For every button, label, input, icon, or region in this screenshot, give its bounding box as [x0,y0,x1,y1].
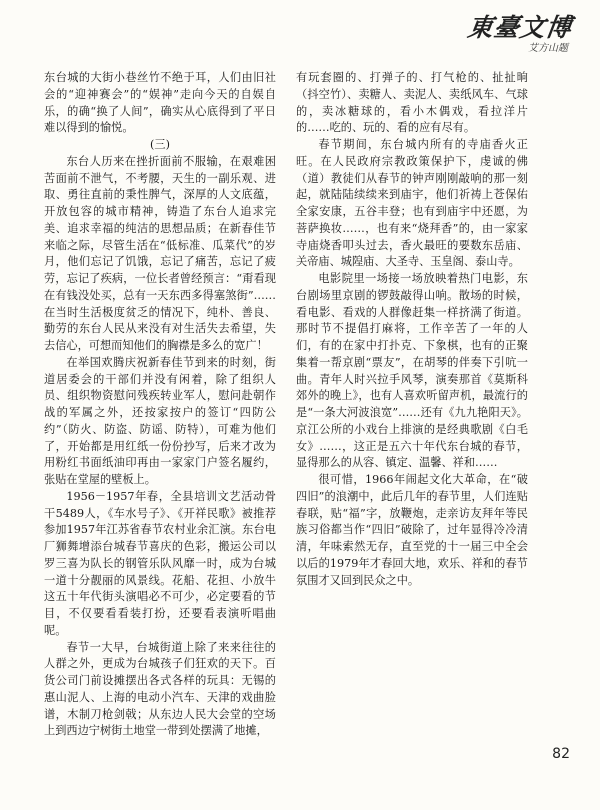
paragraph: 东台城的大街小巷丝竹不绝于耳，人们由旧社会的“迎神赛会”的“娱神”走向今天的自娱自乐，的确“换了人间”，确实从心底得到了平日难以得到的愉悦。 [44,71,276,135]
paragraph: 春节一大早，台城街道上除了来来往往的人群之外，更成为台城孩子们狂欢的天下。百货公司门前设摊摆出各式各样的玩具：无锡的惠山泥人、上海的电动小汽车、天津的戏曲脸谱，木制刀枪剑戟；从东边人民大会堂的空场上到西边宁树街土地堂一带到处摆满了地摊， [44,640,276,738]
left-text-column [44,70,276,740]
paragraph: 1956－1957年春，全县培训文艺活动骨干5489人，《车水号子》、《开祥民歌》被推荐参加1957年江苏省春节农村业余汇演。东台电厂狮舞增添台城春节喜庆的色彩，搬运公司以罗三喜为队长的钢管乐队风靡一时，成为台城一道十分靓丽的风景线。花船、花担、小放牛这五十年代街头演唱必不可少，必定要看的节目，不仅要看看装打扮，还要看表演听唱曲呢。 [44,489,276,637]
paragraph: 有玩套圈的、打弹子的、打气枪的、扯扯晌（抖空竹）、卖糖人、卖泥人、卖纸风车、气球的，卖冰糖球的，看小木偶戏，看拉洋片的……吃的、玩的、看的应有尽有。 [296,71,528,135]
paragraph: 很可惜，1966年闹起文化大革命，在“破四旧”的浪潮中，此后几年的春节里，人们连贴春联，贴“福”字，放鞭炮，走亲访友拜年等民族习俗都当作“四旧”破除了，过年显得冷冷清清，年味索然无存，直至党的十一届三中全会以后的1979年才春回大地，欢乐、祥和的春节氛围才又回到民众之中。 [296,473,528,587]
page-number: 82 [552,746,570,762]
masthead-logo [392,8,572,58]
paragraph: 电影院里一场接一场放映着热门电影，东台剧场里京剧的锣鼓敲得山响。散场的时候，看电影、看戏的人群像赶集一样挤满了街道。那时节不提倡打麻将，工作辛苦了一年的人们，有的在家中打扑克、下象棋，也有的正聚集着一帮京剧“票友”，在胡琴的伴奏下引吭一曲。青年人时兴拉手风琴，演奏那首《莫斯科郊外的晚上》，也有人喜欢听留声机，最流行的是“一条大河波浪宽”……还有《九九艳阳天》。京江公所的小戏台上排演的是经典歌剧《白毛女》……，这正是五六十年代东台城的春节，显得那么的从容、镇定、温馨、祥和…… [296,272,528,470]
paragraph: 东台人历来在挫折面前不服输，在艰难困苦面前不泄气，不考腰，天生的一副乐观、进取、勇往直前的秉性脾气，深厚的人文底蕴，开放包容的城市精神，铸造了东台人追求完美、追求幸福的纯洁的思想品质；在新春佳节来临之际，尽管生活在“低标准、瓜菜代”的岁月，他们忘记了饥饿，忘记了痛苦，忘记了疲劳，忘记了疾病，一位长者曾经预言：“甭看现在有钱没处买，总有一天东西多得塞煞街”……在当时生活极度贫乏的情况下，纯朴、善良、勤劳的东台人民从来没有对生活失去希望，失去信心，可想而知他们的胸襟是多么的宽广！ [44,154,276,352]
paragraph: 在举国欢腾庆祝新春佳节到来的时刻，街道居委会的干部们并没有闲着，除了组织人员、组织物资慰问残疾转业军人，慰问赴朝作战的军属之外，还按家按户的签订“四防公约”（防火、防盗、防谣、防特），可难为他们了，开始都是用红纸一份份抄写，后来才改为用粉红书面纸油印再由一家家门户签名履约，张贴在堂屋的壁板上。 [44,355,276,486]
paragraph: 春节期间，东台城内所有的寺庙香火正旺。在人民政府宗教政策保护下，虔诚的佛（道）教徒们从春节的钟声刚刚敲响的那一刻起，就陆陆续续来到庙宇，他们祈祷上苍保佑全家安康，五谷丰登；也有到庙宇中还愿，为菩萨换妆……，也有来“烧拜香”的，由一家家寺庙烧香叩头过去，香火最旺的要数东岳庙、关帝庙、城隍庙、大圣寺、玉皇阁、泰山寺。 [296,138,528,269]
right-text-column [296,70,528,589]
logo-signature: 艾方山题 [528,43,568,54]
section-heading: (三) [150,138,170,151]
logo-title: 東臺文博 [465,13,574,42]
